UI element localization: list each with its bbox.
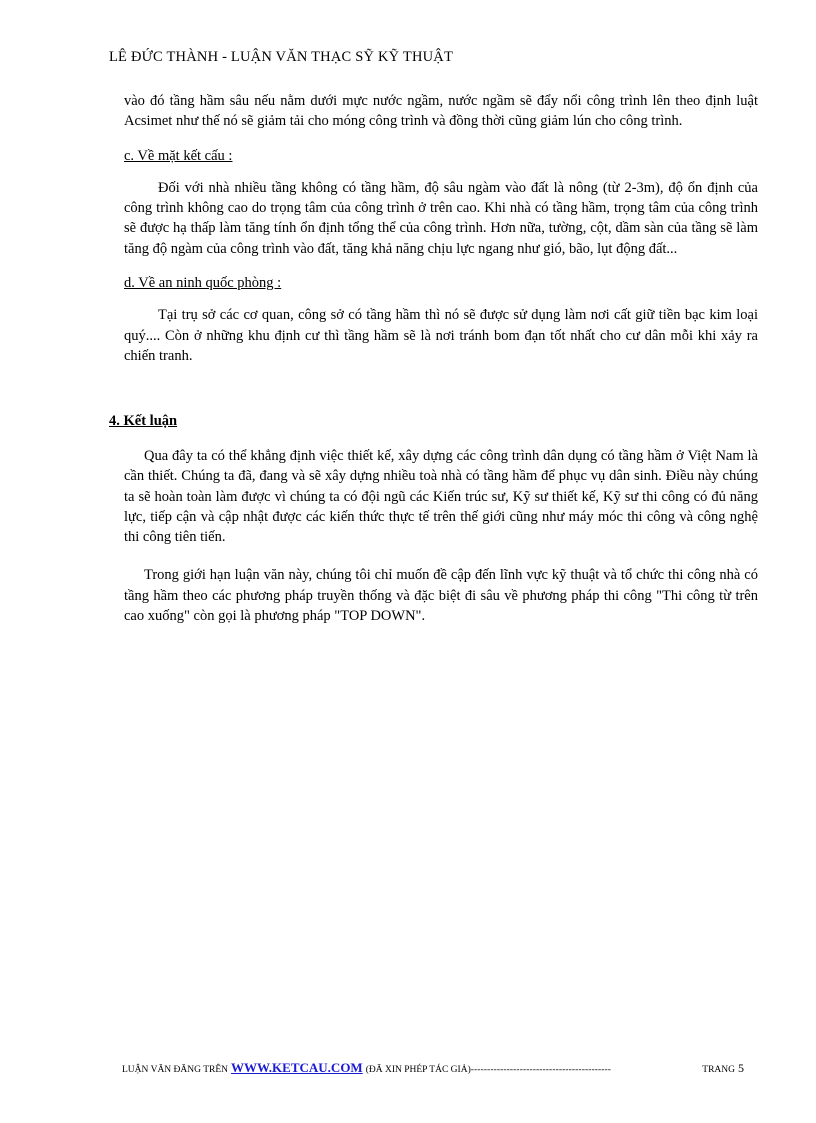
body-section-1 xyxy=(124,91,758,366)
section-4-heading: 4. Kết luận xyxy=(109,413,178,429)
footer-website-link[interactable]: WWW.KETCAU.COM xyxy=(231,1060,363,1075)
page-header: LÊ ĐỨC THÀNH - LUẬN VĂN THẠC SỸ KỸ THUẬT xyxy=(109,49,454,65)
section-d-paragraph: Tại trụ sở các cơ quan, công sở có tầng hầm thì nó sẽ được sử dụng làm nơi cất giữ tiền bạc kim loại quý.... Còn ở những khu định cư thì tầng hầm sẽ là nơi tránh bom đạn tốt nhất cho cư dân mỗi khi xảy ra chiến tranh. xyxy=(124,307,758,364)
footer-suffix: (ĐÃ XIN PHÉP TÁC GIẢ) xyxy=(365,1065,471,1075)
page-footer xyxy=(122,1060,744,1076)
footer-page-label: TRANG xyxy=(702,1065,735,1075)
intro-paragraph: vào đó tầng hầm sâu nếu nằm dưới mực nước ngầm, nước ngầm sẽ đẩy nổi công trình lên theo định luật Acsimet như thế nó sẽ giảm tải cho móng công trình và đồng thời cũng giảm lún cho công trình. xyxy=(124,93,758,130)
footer-prefix: LUẬN VĂN ĐĂNG TRÊN xyxy=(122,1065,228,1075)
conclusion-paragraph-1: Qua đây ta có thể khẳng định việc thiết kế, xây dựng các công trình dân dụng có tầng hầm ở Việt Nam là cần thiết. Chúng ta đã, đang và sẽ xây dựng nhiều toà nhà có tầng hầm để phục vụ dân sinh. Điều này chúng ta sẽ hoàn toàn làm được vì chúng ta có đội ngũ các Kiến trúc sư, Kỹ sư thiết kế, Kỹ sư thi công có đủ năng lực, tiếp cận và cập nhật được các kiến thức thực tế trên thế giới cũng như máy móc thi công và công nghệ thi công tiên tiến. xyxy=(124,448,758,546)
footer-dashes: ------------------------------------------- xyxy=(470,1065,612,1075)
conclusion-paragraph-2: Trong giới hạn luận văn này, chúng tôi chỉ muốn đề cập đến lĩnh vực kỹ thuật và tổ chức thi công nhà có tầng hầm theo các phương pháp truyền thống và đặc biệt đi sâu về phương pháp thi công "Thi công từ trên cao xuống" còn gọi là phương pháp "TOP DOWN". xyxy=(124,567,758,625)
section-c-paragraph: Đối với nhà nhiều tầng không có tầng hầm, độ sâu ngàm vào đất là nông (từ 2-3m), độ ổn định của công trình không cao do trọng tâm của công trình ở trên cao. Khi nhà có tầng hầm, trọng tâm của công trình sẽ được hạ thấp làm tăng tính ổn định tổng thể của công trình. Hơn nữa, tường, cột, dầm sàn của tầng sẽ làm tăng độ ngàm của công trình vào đất, tăng khả năng chịu lực ngang như gió, bão, lụt động đất... xyxy=(124,179,758,257)
footer-page-number: 5 xyxy=(738,1061,744,1075)
section-d-title: d. Về an ninh quốc phòng : xyxy=(124,275,282,292)
conclusion-section xyxy=(124,446,758,626)
section-c-title: c. Về mặt kết cấu : xyxy=(124,147,233,164)
